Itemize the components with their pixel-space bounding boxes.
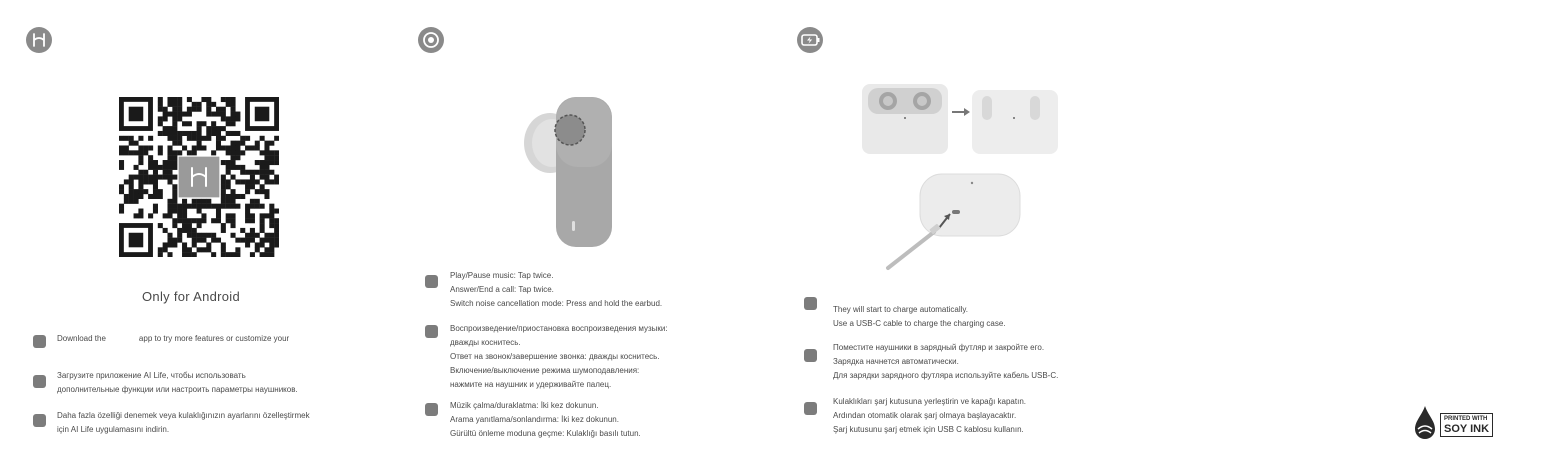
charging-en: They will start to charge automatically. Use a USB-C cable to charge the charging case. [833,305,1006,328]
download-text-1: Download the [57,334,106,343]
controls-ru: Воспроизведение/приостановка воспроизведения музыки: дважды коснитесь. Ответ на звонок/завершение звонка: дважды коснитесь. Включение/выключение режима шумоподавления: нажмите на наушник и удерживайте палец. [450,324,668,389]
bullet-tr [425,403,438,416]
qr-code[interactable] [119,97,279,257]
charging-case-illustration [860,82,1060,272]
controls-tr: Müzik çalma/duraklatma: İki kez dokunun. Arama yanıtlama/sonlandırma: İki kez dokunun. Gürültü önleme moduna geçme: Kulaklığı basılı tutun. [450,401,641,438]
android-only-caption: Only for Android [142,289,241,304]
touch-target-icon [418,27,444,53]
bullet-en [33,335,46,348]
controls-en: Play/Pause music: Tap twice. Answer/End a call: Tap twice. Switch noise cancellation mode: Press and hold the earbud. [450,271,663,308]
soy-ink-badge [1412,403,1502,443]
qr-logo [179,157,220,198]
soy-ink-label: PRINTED WITH SOY INK [1440,413,1493,437]
app-download-tr: Daha fazla özelliği denemek veya kulaklığınızın ayarlarını özelleştirmek için AI Life uygulamasını indirin. [57,411,310,434]
bullet-en [425,275,438,288]
charging-ru: Поместите наушники в зарядный футляр и закройте его. Зарядка начнется автоматически. Для зарядки зарядного футляра используйте кабель USB-C. [833,343,1059,380]
battery-charging-icon [797,27,823,53]
bullet-en [804,297,817,310]
bullet-ru [33,375,46,388]
earbud-illustration [520,95,620,255]
bullet-ru [804,349,817,362]
bullet-tr [33,414,46,427]
app-download-en [57,332,289,346]
hihonor-logo-icon [26,27,52,53]
app-download-ru: Загрузите приложение AI Life, чтобы использовать дополнительные функции или настроить параметры наушников. [57,371,298,394]
bullet-tr [804,402,817,415]
bullet-ru [425,325,438,338]
charging-tr: Kulaklıkları şarj kutusuna yerleştirin ve kapağı kapatın. Ardından otomatik olarak şarj olmaya başlayacaktır. Şarj kutusunu şarj etmek için USB C kablosu kullanın. [833,397,1026,434]
download-text-2: app to try more features or customize your [138,334,290,343]
soy-drop-icon [1412,405,1438,441]
